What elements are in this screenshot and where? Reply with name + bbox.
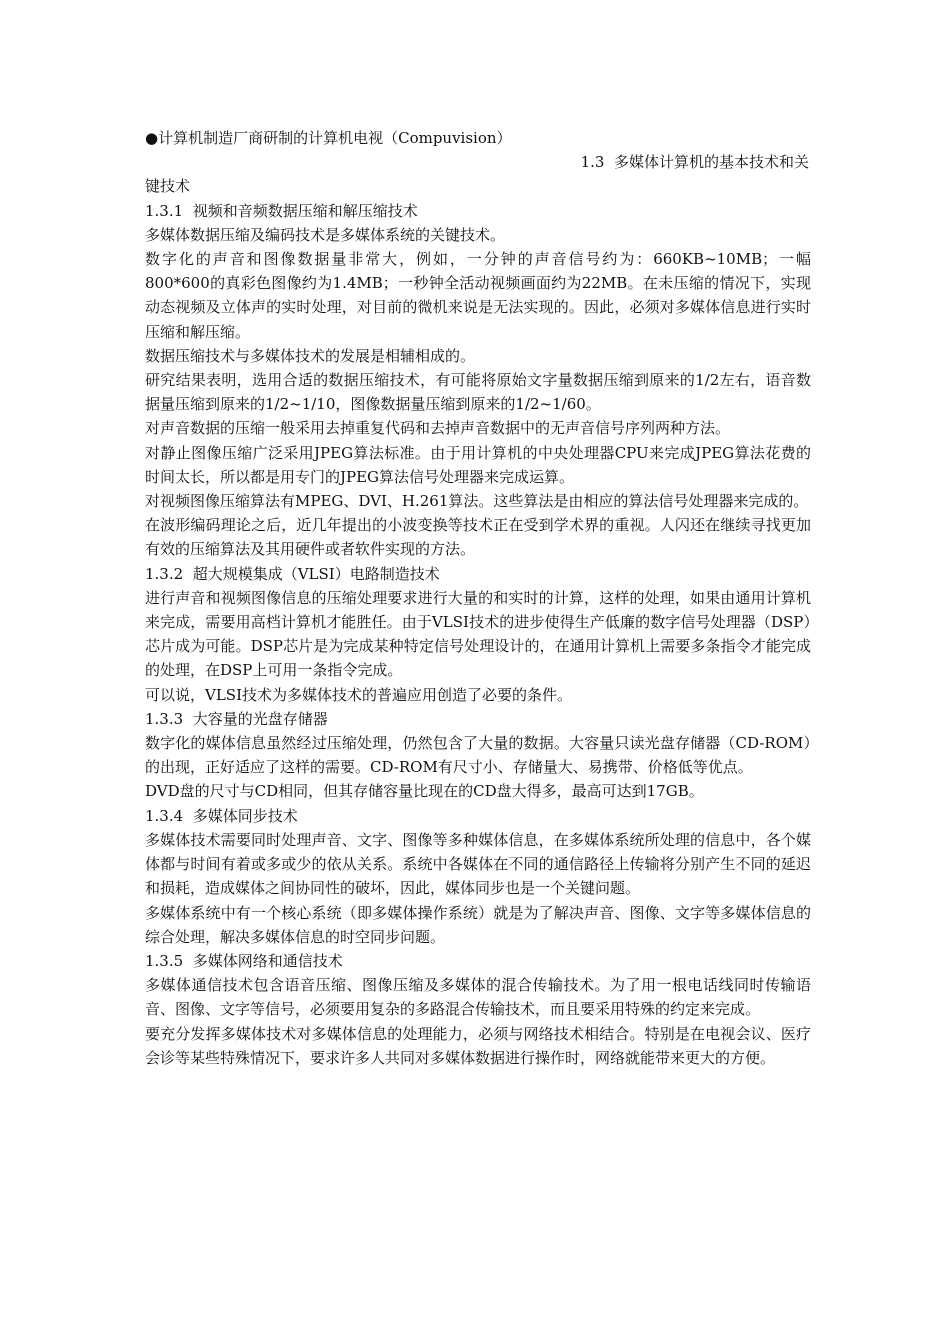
paragraph: 要充分发挥多媒体技术对多媒体信息的处理能力，必须与网络技术相结合。特别是在电视会议、医疗会诊等某些特殊情况下，要求许多人共同对多媒体数据进行操作时，网络就能带来更大的方便。 <box>145 1024 811 1067</box>
section-heading: 1.3.5 多媒体网络和通信技术 <box>145 951 343 970</box>
paragraph: 研究结果表明，选用合适的数据压缩技术，有可能将原始文字量数据压缩到原来的1/2左右，语音数据量压缩到原来的1/2~1/10，图像数据量压缩到原来的1/2~1/60。 <box>145 371 811 414</box>
paragraph: 多媒体数据压缩及编码技术是多媒体系统的关键技术。 <box>145 225 506 244</box>
paragraph: DVD盘的尺寸与CD相同，但其存储容量比现在的CD盘大得多，最高可达到17GB。 <box>145 782 704 801</box>
paragraph: 多媒体技术需要同时处理声音、文字、图像等多种媒体信息，在多媒体系统所处理的信息中，各个媒体都与时间有着或多或少的依从关系。系统中各媒体在不同的通信路径上传输将分别产生不同的延迟和损耗，造成媒体之间协同性的破坏，因此，媒体同步也是一个关键问题。 <box>145 830 811 898</box>
section-heading: 1.3.1 视频和音频数据压缩和解压缩技术 <box>145 201 418 220</box>
section-heading: 1.3.3 大容量的光盘存储器 <box>145 709 328 728</box>
paragraph: 对静止图像压缩广泛采用JPEG算法标准。由于用计算机的中央处理器CPU来完成JPEG算法花费的时间太长，所以都是用专门的JPEG算法信号处理器来完成运算。 <box>145 443 811 486</box>
paragraph: 进行声音和视频图像信息的压缩处理要求进行大量的和实时的计算，这样的处理，如果由通用计算机来完成，需要用高档计算机才能胜任。由于VLSI技术的进步使得生产低廉的数字信号处理器（DSP）芯片成为可能。DSP芯片是为完成某种特定信号处理设计的，在通用计算机上需要多条指令才能完成的处理，在DSP上可用一条指令完成。 <box>145 588 811 680</box>
paragraph: 多媒体系统中有一个核心系统（即多媒体操作系统）就是为了解决声音、图像、文字等多媒体信息的综合处理，解决多媒体信息的时空同步问题。 <box>145 903 811 946</box>
chapter-heading-continuation: 键技术 <box>145 177 191 196</box>
section-heading: 1.3.2 超大规模集成（VLSI）电路制造技术 <box>145 564 440 583</box>
paragraph: 对声音数据的压缩一般采用去掉重复代码和去掉声音数据中的无声音信号序列两种方法。 <box>145 419 731 438</box>
document-page <box>145 126 811 1070</box>
paragraph: 多媒体通信技术包含语音压缩、图像压缩及多媒体的混合传输技术。为了用一根电话线同时传输语音、图像、文字等信号，必须要用复杂的多路混合传输技术，而且要采用特殊的约定来完成。 <box>145 976 811 1019</box>
chapter-heading: 1.3 多媒体计算机的基本技术和关 <box>580 153 809 172</box>
paragraph: 数据压缩技术与多媒体技术的发展是相辅相成的。 <box>145 346 476 365</box>
paragraph: 可以说，VLSI技术为多媒体技术的普遍应用创造了必要的条件。 <box>145 685 572 704</box>
paragraph: 数字化的声音和图像数据量非常大，例如，一分钟的声音信号约为：660KB~10MB；一幅800*600的真彩色图像约为1.4MB；一秒钟全活动视频画面约为22MB。在未压缩的情况下，实现动态视频及立体声的实时处理，对目前的微机来说是无法实现的。因此，必须对多媒体信息进行实时压缩和解压缩。 <box>145 250 811 341</box>
section-heading: 1.3.4 多媒体同步技术 <box>145 806 298 825</box>
intro-bullet-line: ●计算机制造厂商研制的计算机电视（Compuvision） <box>145 129 512 147</box>
paragraph: 数字化的媒体信息虽然经过压缩处理，仍然包含了大量的数据。大容量只读光盘存储器（CD-ROM）的出现，正好适应了这样的需要。CD-ROM有尺寸小、存储量大、易携带、价格低等优点。 <box>145 734 811 777</box>
paragraph: 对视频图像压缩算法有MPEG、DVI、H.261算法。这些算法是由相应的算法信号处理器来完成的。 <box>145 492 809 511</box>
paragraph: 在波形编码理论之后，近几年提出的小波变换等技术正在受到学术界的重视。人闪还在继续寻找更加有效的压缩算法及其用硬件或者软件实现的方法。 <box>145 516 811 559</box>
